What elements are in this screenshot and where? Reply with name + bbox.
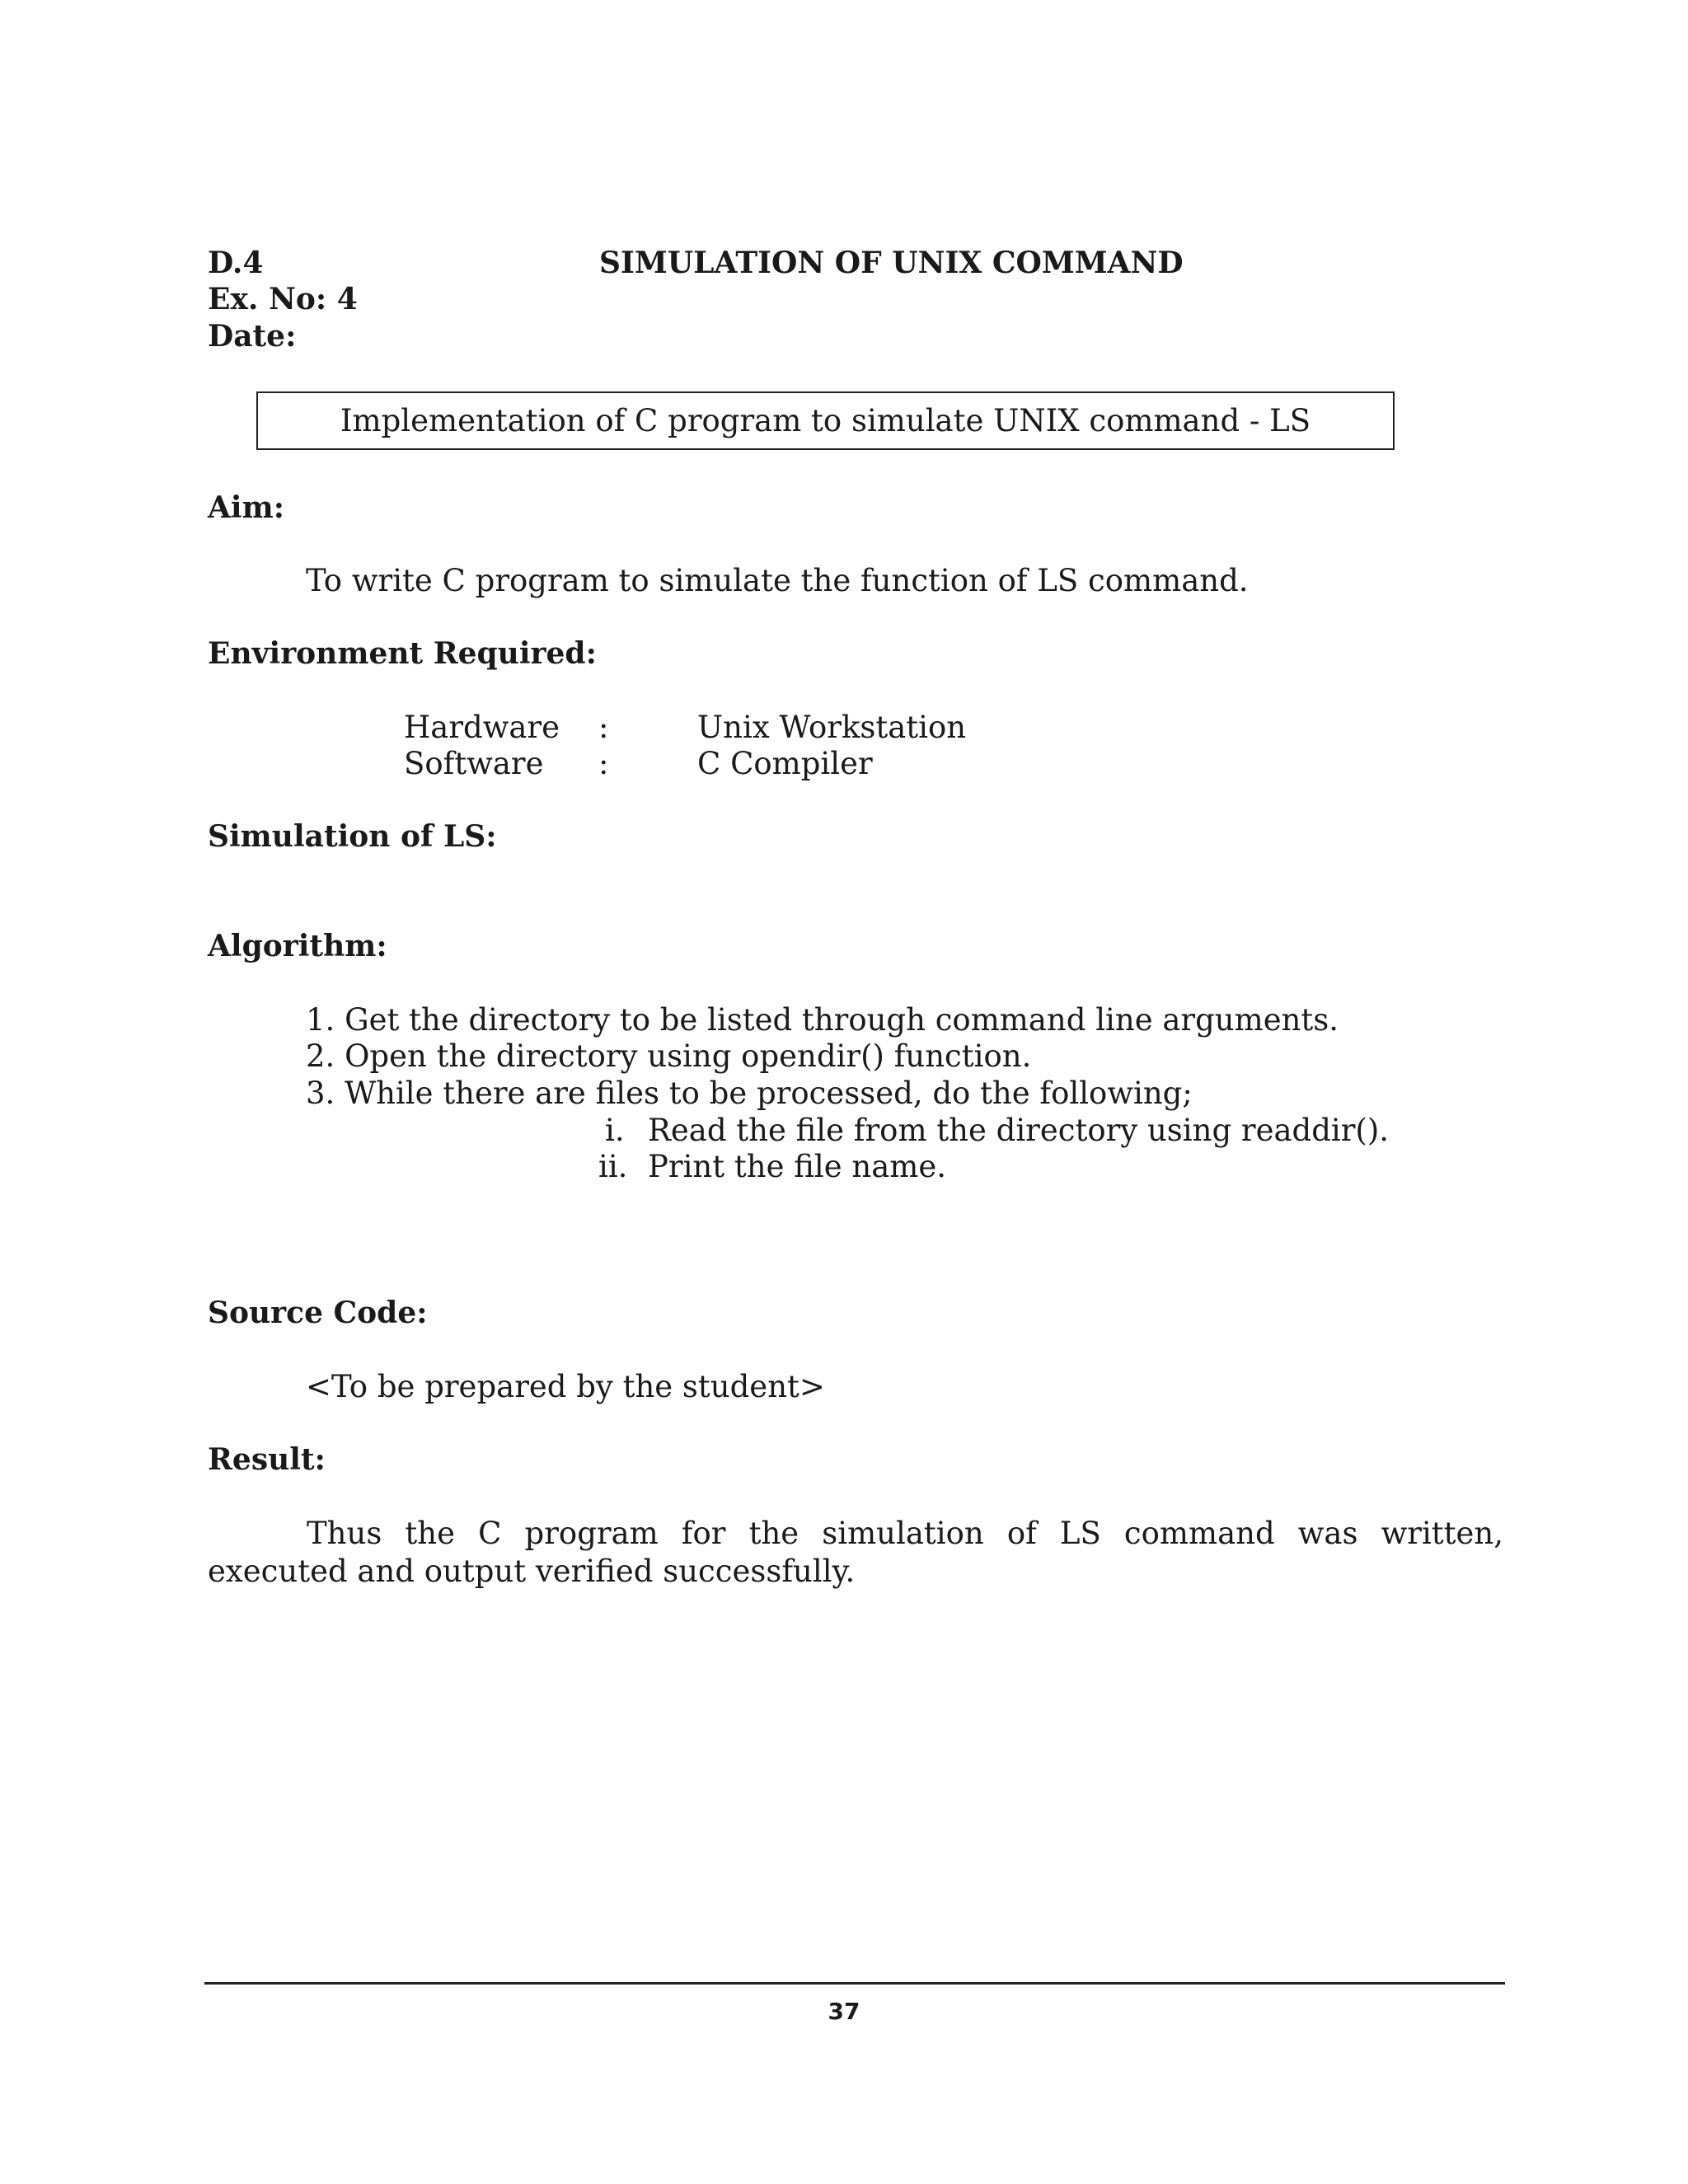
algorithm-substep-marker: i. — [605, 1113, 625, 1148]
page-number: 37 — [828, 1998, 860, 2025]
page-title: SIMULATION OF UNIX COMMAND — [599, 246, 1184, 280]
boxed-title — [256, 391, 1395, 450]
environment-value: C Compiler — [697, 746, 873, 781]
algorithm-substep-text: Print the file name. — [648, 1149, 947, 1184]
environment-value: Unix Workstation — [697, 710, 967, 745]
environment-separator: : — [598, 710, 609, 745]
section-code: D.4 — [208, 246, 264, 280]
exercise-number: Ex. No: 4 — [208, 282, 358, 316]
source-code-heading: Source Code: — [208, 1296, 428, 1330]
algorithm-step: 3. While there are files to be processed, do the following; — [306, 1076, 1193, 1111]
simulation-heading: Simulation of LS: — [208, 819, 497, 854]
environment-heading: Environment Required: — [208, 636, 597, 671]
result-text: Thus the C program for the simulation of LS command was written, executed and output verified successfully. — [208, 1516, 1503, 1589]
algorithm-heading: Algorithm: — [208, 929, 387, 963]
date-label: Date: — [208, 319, 297, 354]
result-heading: Result: — [208, 1442, 326, 1477]
environment-key: Hardware — [404, 710, 560, 745]
algorithm-substep-text: Read the file from the directory using readdir(). — [648, 1113, 1390, 1148]
algorithm-substep-marker: ii. — [598, 1149, 628, 1184]
algorithm-step: 1. Get the directory to be listed through command line arguments. — [306, 1002, 1339, 1038]
aim-heading: Aim: — [208, 490, 284, 525]
environment-key: Software — [404, 746, 544, 781]
algorithm-step: 2. Open the directory using opendir() function. — [306, 1038, 1032, 1074]
source-code-placeholder: <To be prepared by the student> — [306, 1369, 825, 1404]
aim-text: To write C program to simulate the function of LS command. — [306, 563, 1249, 598]
boxed-title-text: Implementation of C program to simulate UNIX command - LS — [340, 403, 1311, 438]
footer-rule — [204, 1982, 1505, 1985]
environment-separator: : — [598, 746, 609, 781]
